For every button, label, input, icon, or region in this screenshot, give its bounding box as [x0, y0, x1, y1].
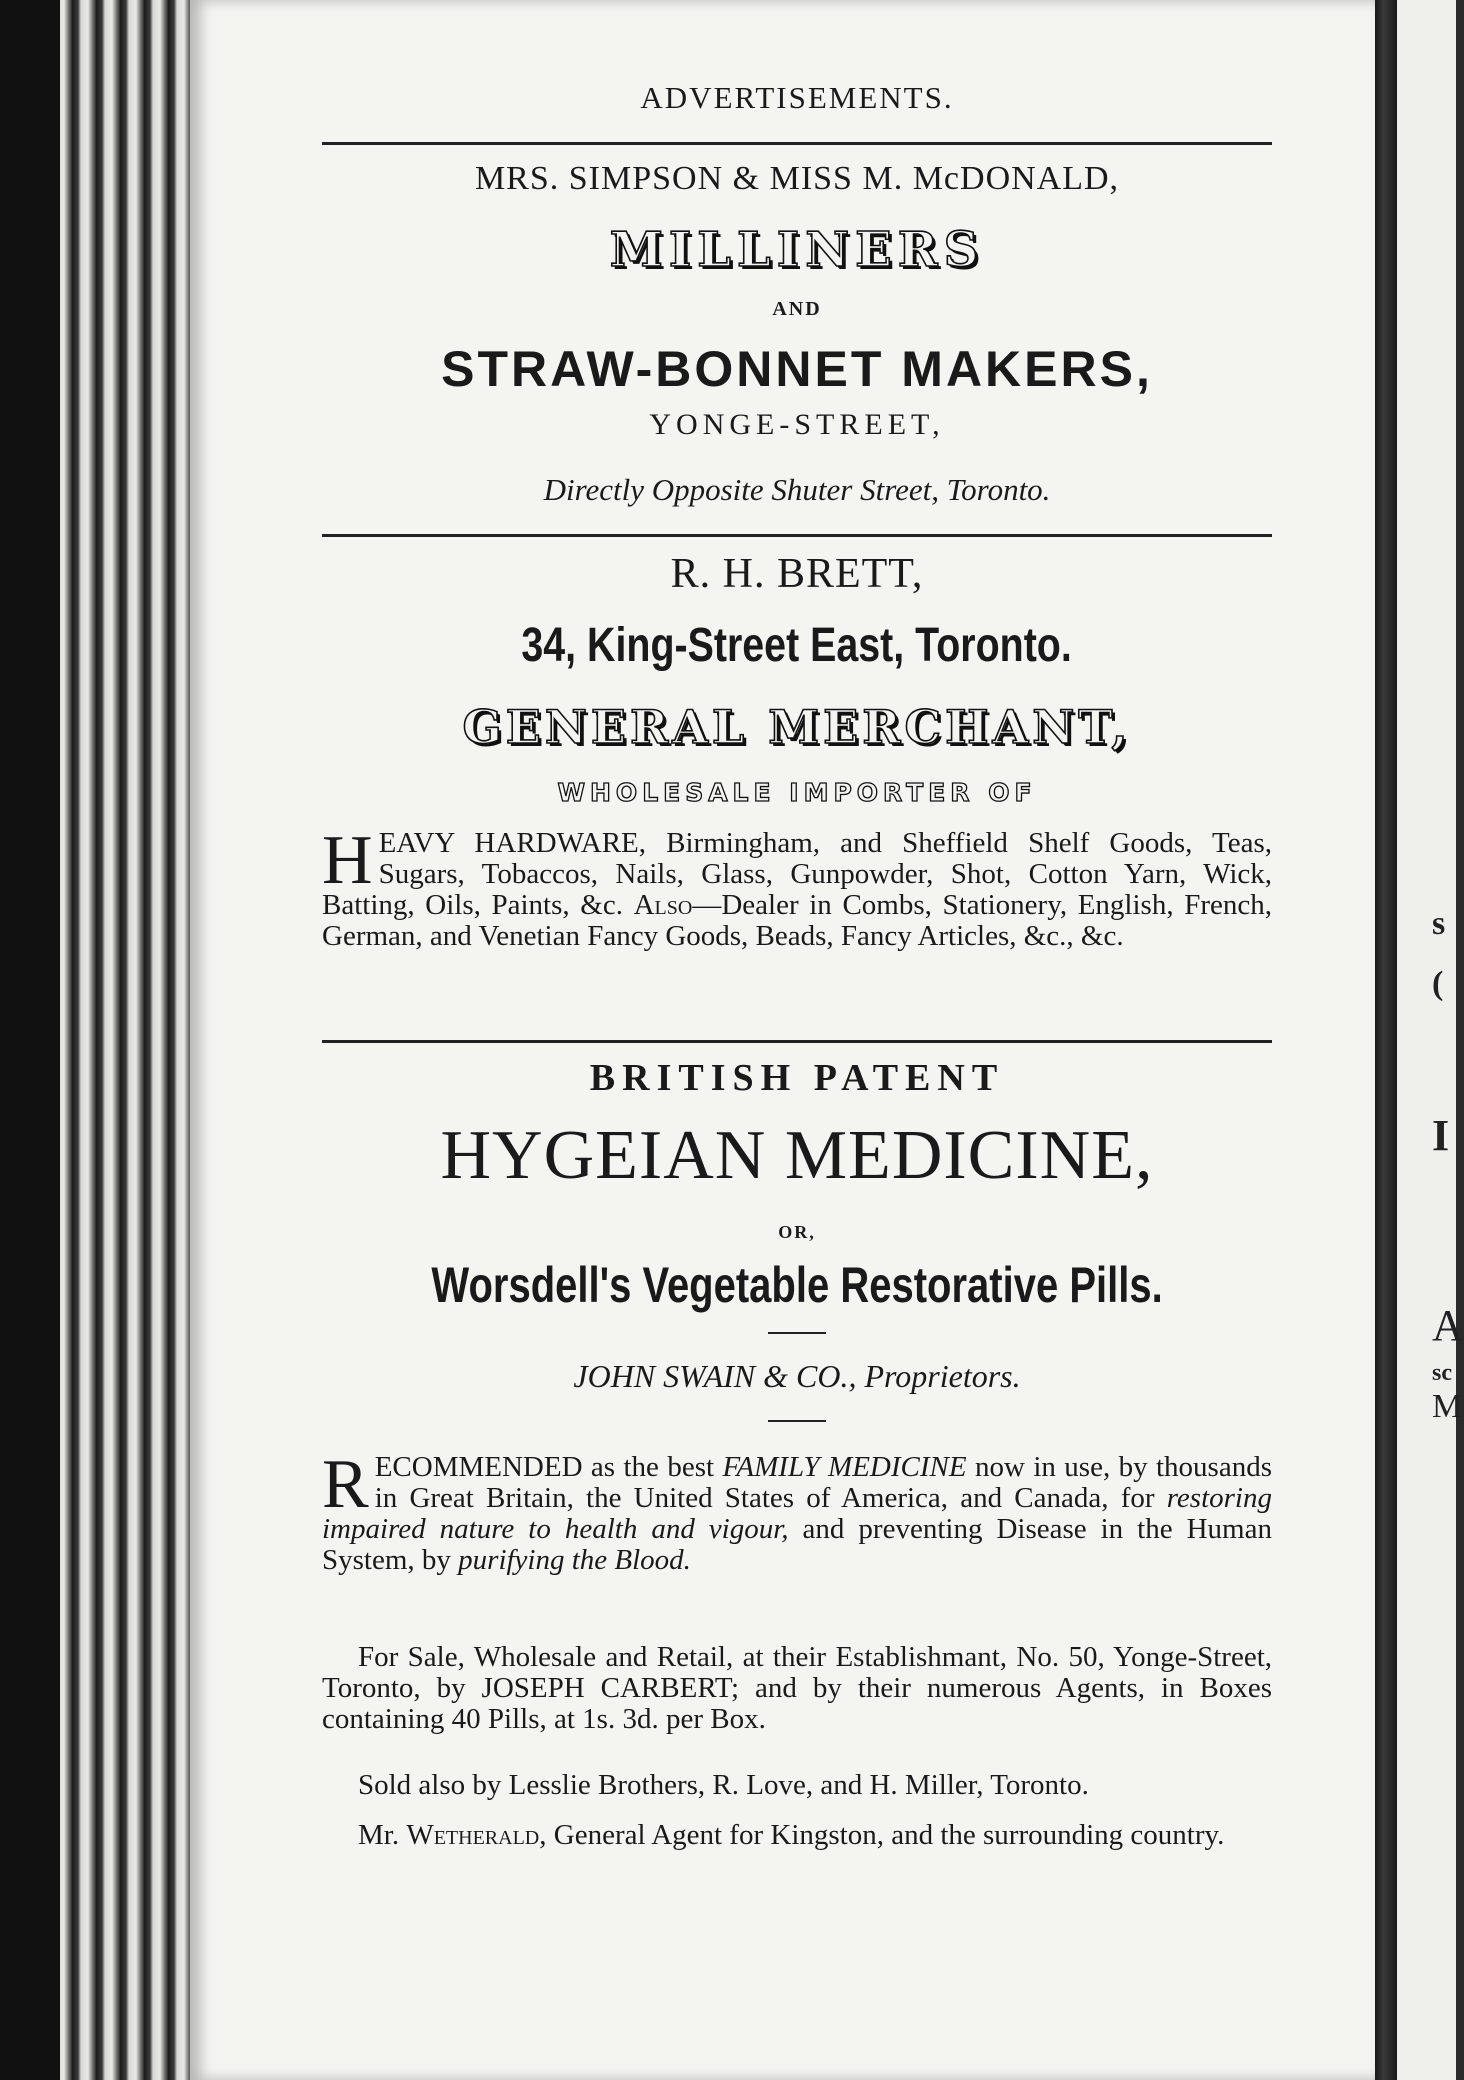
ad3-p1: [322, 1446, 1272, 1576]
adjacent-fragment: sc: [1432, 1360, 1452, 1386]
ad3-dropcap: R: [322, 1446, 369, 1523]
ad3-p1-d: restoring impaired nature to health and vigour,: [322, 1482, 1272, 1545]
rule-2: [322, 1040, 1272, 1043]
rule-top: [322, 142, 1272, 145]
book-spine-shadow: [0, 0, 60, 2080]
ad3-proprietors: JOHN SWAIN & CO., Proprietors.: [573, 1358, 1021, 1394]
ad3-p1-e: and preventing Disease in the Human System, by: [322, 1513, 1272, 1576]
ad3-p4-a: Mr.: [358, 1819, 407, 1851]
ad2-trade: GENERAL MERCHANT,: [462, 700, 1132, 754]
ad2-body-1: EAVY HARDWARE, Birmingham, and Sheffield Shelf Goods, Teas, Sugars, Tobaccos, Nails, Glass, Gunpowder, Shot, Cotton Yarn, Wick, Batting, Oils, Paints, &c.: [322, 827, 1272, 921]
ad1-trade2: STRAW-BONNET MAKERS,: [441, 341, 1153, 397]
ad3-p1-c: now in use, by thousands in Great Britain, the United States of America, and Canada, for: [374, 1451, 1272, 1514]
adjacent-fragment: (: [1432, 965, 1444, 1002]
ad1-trade-wrap: [322, 222, 1272, 278]
ad3-p1-b: FAMILY MEDICINE: [722, 1451, 967, 1483]
adjacent-fragment: I: [1432, 1111, 1450, 1160]
ad3-p4-c: , General Agent for Kingston, and the surrounding country.: [539, 1819, 1225, 1851]
ad3-p2: For Sale, Wholesale and Retail, at their Establishmant, No. 50, Yonge-Street, Toronto, by JOSEPH CARBERT; and by their numerous Agents, in Boxes containing 40 Pills, at 1s. 3d. per Box.: [322, 1641, 1272, 1735]
ad2-also: Also: [633, 889, 693, 921]
ad3-line3: Worsdell's Vegetable Restorative Pills.: [431, 1257, 1163, 1313]
ad3-p1-f: purifying the Blood.: [458, 1544, 691, 1576]
ad2-address: 34, King-Street East, Toronto.: [521, 619, 1073, 672]
page-gutter: [1375, 0, 1397, 2080]
adjacent-fragment: M: [1432, 1388, 1463, 1425]
ad3-p4: [322, 1820, 1272, 1851]
adjacent-page: [1397, 0, 1464, 2080]
ad2-importer-wrap: [322, 778, 1272, 807]
ad1-street: YONGE-STREET,: [649, 408, 945, 441]
shortrule-2: [322, 1420, 1272, 1422]
ad2-importer: WHOLESALE IMPORTER OF: [557, 778, 1037, 807]
ad3-line2: HYGEIAN MEDICINE,: [440, 1117, 1154, 1194]
ad3-or: OR,: [778, 1222, 816, 1242]
ad1-location: Directly Opposite Shuter Street, Toronto.: [543, 472, 1051, 507]
ad1-trade: MILLINERS: [609, 222, 985, 278]
ad3-line3-wrap: [322, 1256, 1272, 1314]
adjacent-fragment: s: [1432, 905, 1446, 942]
ad2-dropcap: H: [322, 822, 373, 899]
ad3-p1-a: ECOMMENDED as the best: [374, 1451, 723, 1483]
adjacent-fragment: A: [1432, 1301, 1464, 1350]
shortrule-1: [322, 1332, 1272, 1334]
ad3-line1: BRITISH PATENT: [589, 1057, 1005, 1099]
ad2-address-wrap: [322, 618, 1272, 673]
ad2-trade-wrap: [322, 700, 1272, 754]
ad2-body-2: —Dealer in Combs, Stationery, English, French, German, and Venetian Fancy Goods, Beads, Fancy Articles, &c., &c.: [322, 889, 1272, 952]
ad2-body: [322, 822, 1272, 952]
ad2-name: R. H. BRETT,: [670, 551, 924, 597]
ad1-and: AND: [772, 298, 822, 320]
running-head: ADVERTISEMENTS.: [640, 80, 954, 115]
ad3-p4-b: Wetherald: [406, 1819, 540, 1851]
ad3-p3: Sold also by Lesslie Brothers, R. Love, and H. Miller, Toronto.: [358, 1769, 1089, 1801]
ad1-proprietors: MRS. SIMPSON & MISS M. McDONALD,: [474, 160, 1120, 197]
rule-1: [322, 534, 1272, 537]
